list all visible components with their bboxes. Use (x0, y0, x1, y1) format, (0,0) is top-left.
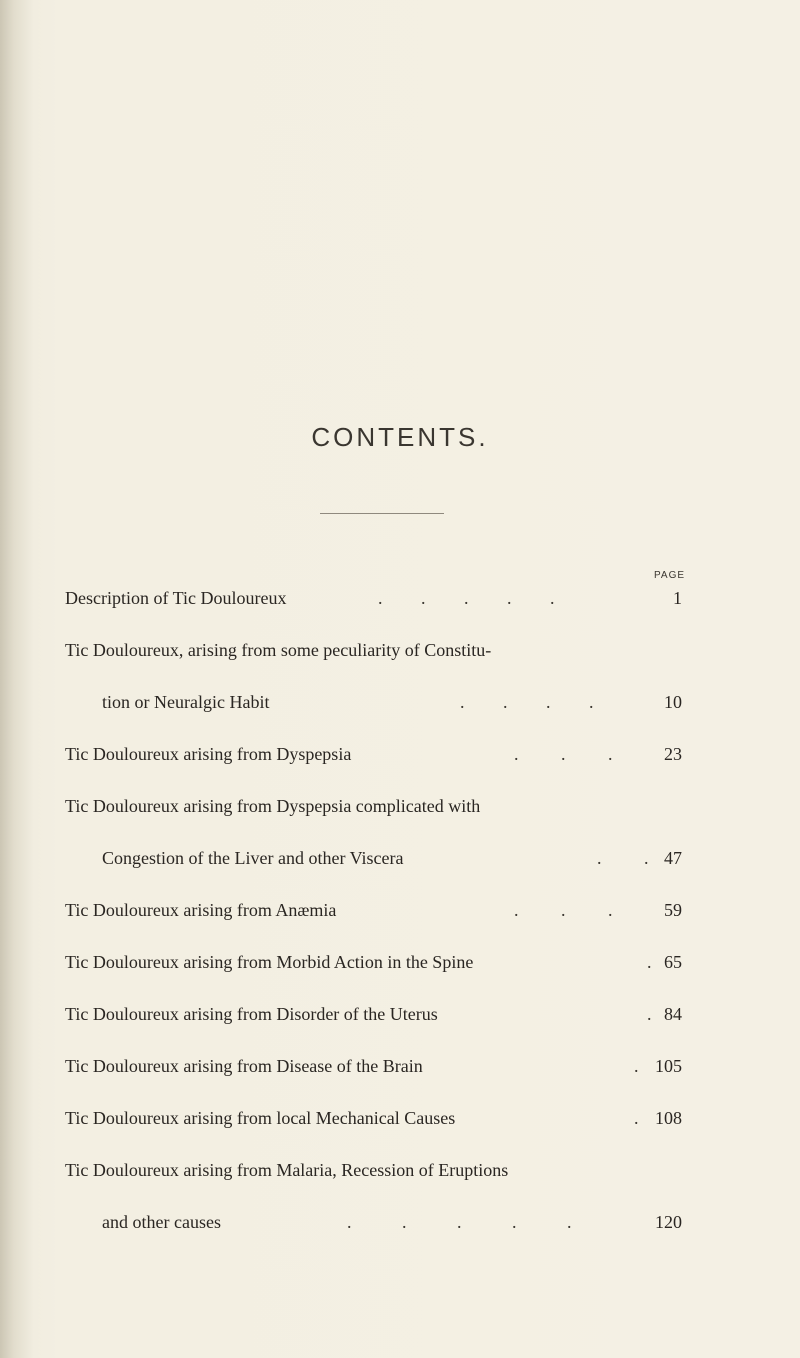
toc-entry (0, 688, 800, 716)
toc-entry (0, 1052, 800, 1080)
toc-entry (0, 1156, 800, 1184)
toc-entry-leader: . (647, 952, 652, 972)
toc-entry-title: Tic Douloureux, arising from some peculiarity of Constitu- (65, 640, 492, 660)
toc-entry-page: 47 (664, 848, 682, 868)
toc-entry-leader: . . . (514, 744, 613, 764)
toc-entry-title: Tic Douloureux arising from Dyspepsia complicated with (65, 796, 481, 816)
toc-entry (0, 896, 800, 924)
toc-entry-leader: . . . . (460, 692, 594, 712)
toc-entry (0, 584, 800, 612)
toc-entry-title: Tic Douloureux arising from Malaria, Recession of Eruptions (65, 1160, 509, 1180)
toc-entry-page: 23 (664, 744, 682, 764)
toc-entry-page: 120 (655, 1212, 682, 1232)
toc-entry-title: tion or Neuralgic Habit (102, 692, 270, 712)
toc-entry-leader: . . . (514, 900, 613, 920)
toc-entry (0, 1104, 800, 1132)
toc-entry-page: 84 (664, 1004, 682, 1024)
toc-entry-title: Tic Douloureux arising from Anæmia (65, 900, 337, 920)
toc-entry-title: Tic Douloureux arising from local Mechanical Causes (65, 1108, 456, 1128)
toc-entry-leader: . . . . . (378, 588, 555, 608)
toc-entry-page: 108 (655, 1108, 682, 1128)
toc-entry (0, 844, 800, 872)
toc-entry (0, 792, 800, 820)
toc-entry-leader: . (634, 1108, 639, 1128)
toc-entry-page: 10 (664, 692, 682, 712)
toc-entry-title: Congestion of the Liver and other Viscera (102, 848, 404, 868)
toc-entry-page: 65 (664, 952, 682, 972)
toc-entry-title: Tic Douloureux arising from Disease of the Brain (65, 1056, 423, 1076)
toc-entry (0, 740, 800, 768)
page-column-header: PAGE (654, 570, 686, 581)
toc-entry (0, 636, 800, 664)
toc-entry-title: Tic Douloureux arising from Morbid Action in the Spine (65, 952, 474, 972)
toc-entry-leader: . . . . . (347, 1212, 572, 1232)
toc-entry-page: 59 (664, 900, 682, 920)
toc-entry-title: Tic Douloureux arising from Dyspepsia (65, 744, 352, 764)
toc-entry-leader: . (647, 1004, 652, 1024)
title-rule (320, 513, 444, 514)
toc-entry-leader: . (634, 1056, 639, 1076)
toc-entry (0, 948, 800, 976)
toc-entry-leader: . . (597, 848, 649, 868)
toc-entry-title: and other causes (102, 1212, 221, 1232)
toc-entry-title: Description of Tic Douloureux (65, 588, 287, 608)
toc-entry-page: 1 (673, 588, 682, 608)
toc-entry (0, 1208, 800, 1236)
toc-entry (0, 1000, 800, 1028)
page-title: CONTENTS. (311, 422, 489, 452)
toc-entry-page: 105 (655, 1056, 682, 1076)
toc-entry-title: Tic Douloureux arising from Disorder of the Uterus (65, 1004, 438, 1024)
